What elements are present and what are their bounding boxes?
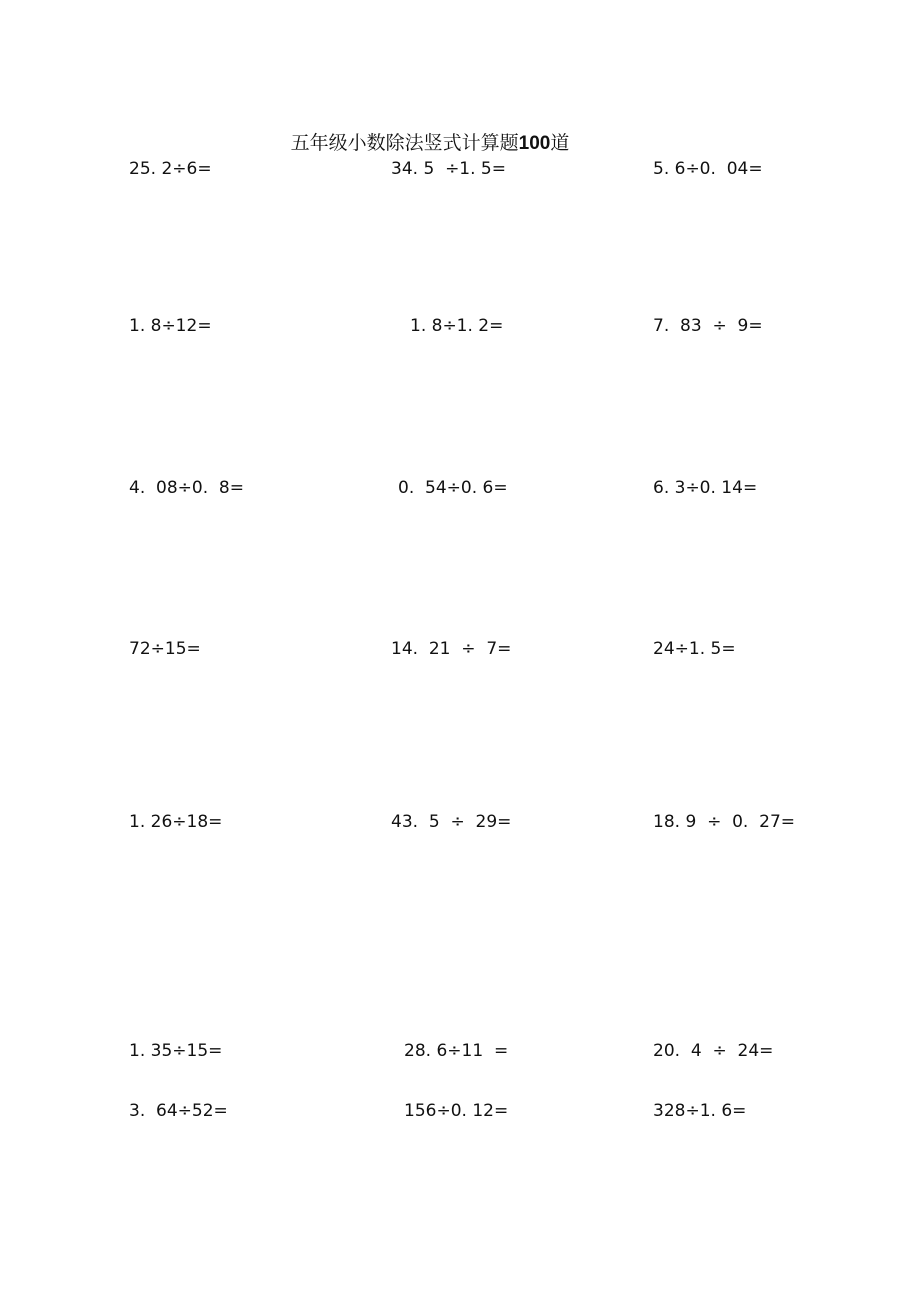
page-title [0,128,860,155]
title-count: 100 [518,133,551,154]
problem-13: 1. 26÷18= [129,812,223,832]
problem-8: 0. 54÷0. 6= [398,478,508,498]
problem-11: 14. 21 ÷ 7= [391,639,512,659]
problem-12: 24÷1. 5= [653,639,736,659]
problem-1: 25. 2÷6= [129,159,212,179]
problem-19: 3. 64÷52= [129,1101,228,1121]
title-text: 五年级小数除法竖式计算题 [290,132,519,154]
problem-18: 20. 4 ÷ 24= [653,1041,774,1061]
problem-21: 328÷1. 6= [653,1101,747,1121]
problem-7: 4. 08÷0. 8= [129,478,244,498]
problem-10: 72÷15= [129,639,201,659]
problem-4: 1. 8÷12= [129,316,212,336]
problem-6: 7. 83 ÷ 9= [653,316,763,336]
problem-20: 156÷0. 12= [404,1101,509,1121]
problem-2: 34. 5 ÷1. 5= [391,159,506,179]
problem-16: 1. 35÷15= [129,1041,223,1061]
problem-3: 5. 6÷0. 04= [653,159,763,179]
problem-15: 18. 9 ÷ 0. 27= [653,812,796,832]
problem-9: 6. 3÷0. 14= [653,478,758,498]
problem-5: 1. 8÷1. 2= [410,316,504,336]
problem-14: 43. 5 ÷ 29= [391,812,512,832]
title-suffix: 道 [550,132,570,154]
problem-17: 28. 6÷11 = [404,1041,509,1061]
